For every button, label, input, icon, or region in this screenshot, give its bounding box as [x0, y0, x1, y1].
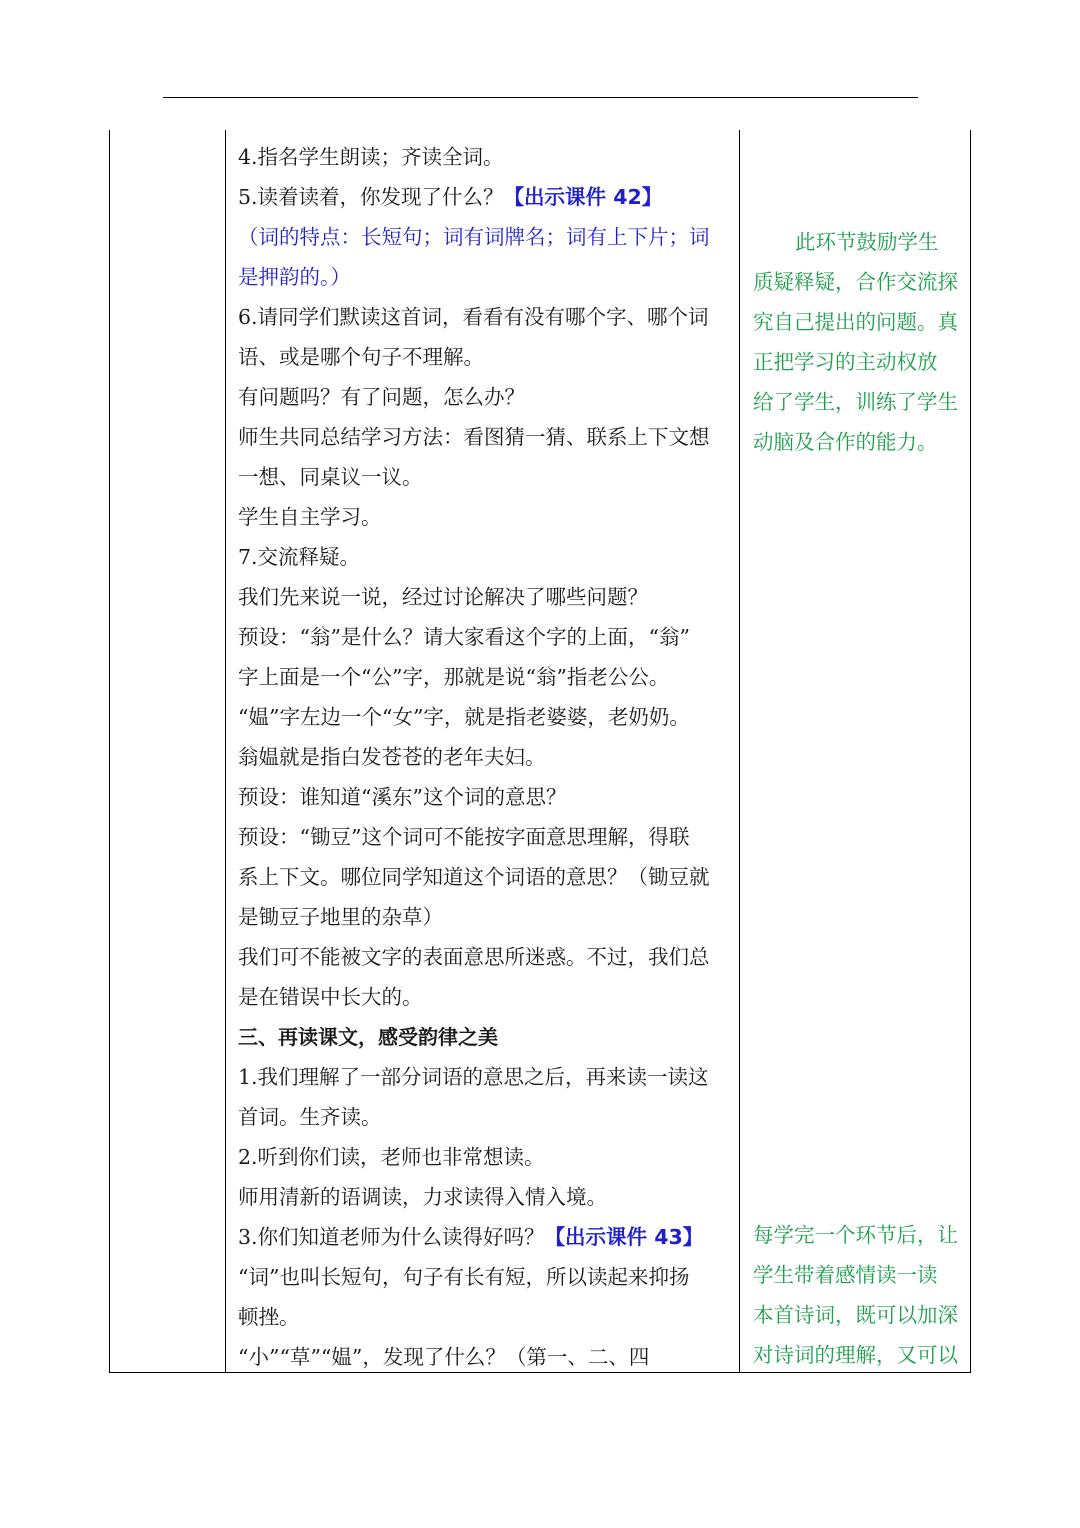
line-text: 我们可不能被文字的表面意思所迷惑。不过，我们总	[238, 945, 710, 969]
line-text: 一想、同桌议一议。	[238, 465, 423, 489]
line-text: 预设：“锄豆”这个词可不能按字面意思理解，得联	[238, 825, 690, 849]
line-text: 5.读着读着，你发现了什么？	[238, 185, 504, 209]
text-line	[238, 697, 736, 737]
text-line	[238, 937, 736, 977]
text-line	[238, 657, 736, 697]
text-line	[238, 217, 736, 257]
note-line: 此环节鼓励学生	[795, 230, 939, 254]
line-text: 顿挫。	[238, 1305, 300, 1329]
line-text: 7.交流释疑。	[238, 545, 361, 569]
line-text: 系上下文。哪位同学知道这个词语的意思？（锄豆就	[238, 865, 710, 889]
text-line	[238, 577, 736, 617]
text-line	[238, 377, 736, 417]
teaching-process-column	[238, 137, 736, 1377]
line-text: 师生共同总结学习方法：看图猜一猜、联系上下文想	[238, 425, 710, 449]
line-text: 预设：谁知道“溪东”这个词的意思？	[238, 785, 567, 809]
header-rule	[163, 97, 918, 98]
text-line	[238, 1337, 736, 1377]
table-column-divider-2	[739, 130, 740, 1373]
line-text: 4.指名学生朗读；齐读全词。	[238, 145, 504, 169]
slide-reference: 【出示课件 42】	[503, 185, 663, 209]
note-line: 动脑及合作的能力。	[753, 430, 938, 454]
line-text: 2.听到你们读，老师也非常想读。	[238, 1145, 545, 1169]
note-line: 对诗词的理解，又可以	[753, 1343, 958, 1367]
note-line: 给了学生，训练了学生	[753, 390, 958, 414]
line-text: 是锄豆子地里的杂草）	[238, 905, 443, 929]
design-note-2	[753, 1215, 968, 1375]
line-text: 字上面是一个“公”字，那就是说“翁”指老公公。	[238, 665, 670, 689]
text-line	[238, 737, 736, 777]
text-line	[238, 857, 736, 897]
note-line: 本首诗词，既可以加深	[753, 1303, 958, 1327]
line-text: 三、再读课文，感受韵律之美	[238, 1025, 498, 1049]
text-line	[238, 1217, 736, 1257]
text-line	[238, 977, 736, 1017]
line-text: 是押韵的。）	[238, 265, 351, 289]
text-line	[238, 777, 736, 817]
note-line: 每学完一个环节后，让	[753, 1223, 958, 1247]
note-line: 学生带着感情读一读	[753, 1263, 938, 1287]
slide-reference: 【出示课件 43】	[544, 1225, 704, 1249]
text-line	[238, 297, 736, 337]
note-line: 正把学习的主动权放	[753, 350, 938, 374]
text-line	[238, 1057, 736, 1097]
table-border-right	[970, 130, 971, 1373]
note-line: 质疑释疑，合作交流探	[753, 270, 958, 294]
line-text: 1.我们理解了一部分词语的意思之后，再来读一读这	[238, 1065, 709, 1089]
line-text: “媪”字左边一个“女”字，就是指老婆婆，老奶奶。	[238, 705, 690, 729]
text-line	[238, 417, 736, 457]
text-line	[238, 1097, 736, 1137]
design-note-1	[753, 222, 968, 462]
text-line	[238, 1137, 736, 1177]
line-text: 有问题吗？有了问题，怎么办？	[238, 385, 525, 409]
table-column-divider-1	[225, 130, 226, 1373]
line-text: 预设：“翁”是什么？请大家看这个字的上面，“翁”	[238, 625, 690, 649]
line-text: “小”“草”“媪”，发现了什么？（第一、二、四	[238, 1345, 650, 1369]
text-line	[238, 537, 736, 577]
text-line	[238, 1257, 736, 1297]
text-line	[238, 897, 736, 937]
line-text: 师用清新的语调读，力求读得入情入境。	[238, 1185, 607, 1209]
section-heading	[238, 1017, 736, 1057]
text-line	[238, 177, 736, 217]
text-line	[238, 1297, 736, 1337]
note-line: 究自己提出的问题。真	[753, 310, 958, 334]
line-text: 3.你们知道老师为什么读得好吗？	[238, 1225, 545, 1249]
text-line	[238, 457, 736, 497]
line-text: 语、或是哪个句子不理解。	[238, 345, 484, 369]
line-text: 6.请同学们默读这首词，看看有没有哪个字、哪个词	[238, 305, 709, 329]
text-line	[238, 337, 736, 377]
table-border-left	[109, 130, 110, 1373]
line-text: 首词。生齐读。	[238, 1105, 382, 1129]
text-line	[238, 1177, 736, 1217]
text-line	[238, 257, 736, 297]
line-text: “词”也叫长短句，句子有长有短，所以读起来抑扬	[238, 1265, 690, 1289]
line-text: （词的特点：长短句；词有词牌名；词有上下片；词	[238, 225, 710, 249]
line-text: 我们先来说一说，经过讨论解决了哪些问题？	[238, 585, 648, 609]
text-line	[238, 137, 736, 177]
text-line	[238, 817, 736, 857]
text-line	[238, 497, 736, 537]
text-line	[238, 617, 736, 657]
line-text: 翁媪就是指白发苍苍的老年夫妇。	[238, 745, 546, 769]
line-text: 学生自主学习。	[238, 505, 382, 529]
line-text: 是在错误中长大的。	[238, 985, 423, 1009]
